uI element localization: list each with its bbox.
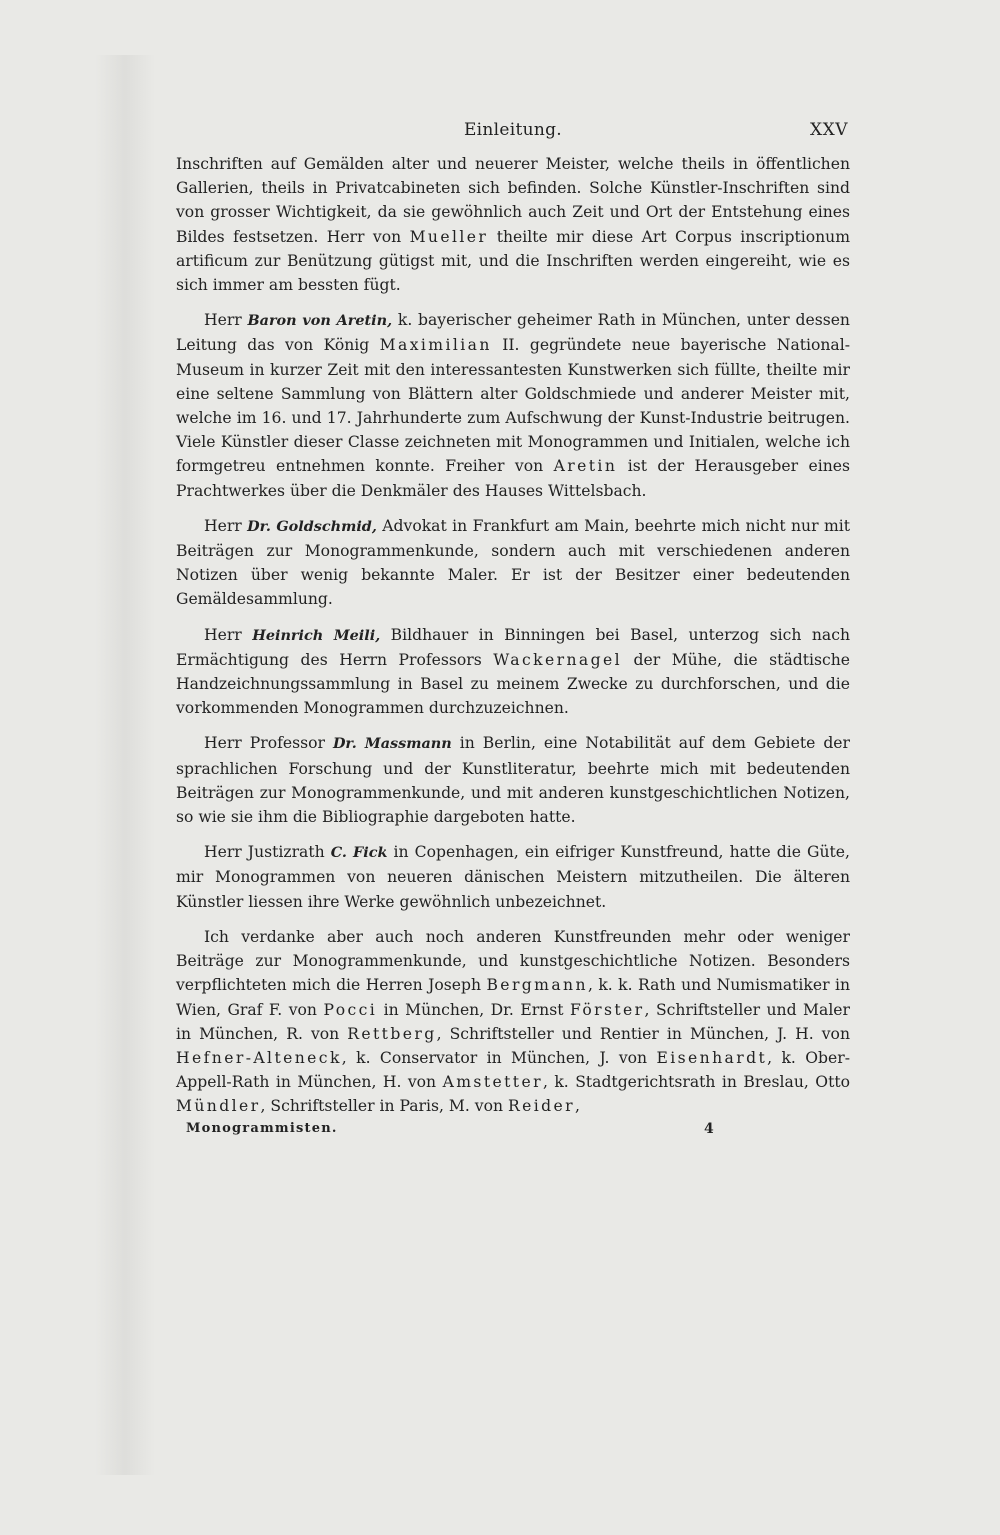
paragraph-text: , Schriftsteller und Rentier in München, J. H. von: [436, 1024, 850, 1043]
paragraph-text: , k. Stadtgerichtsrath in Breslau, Otto: [542, 1073, 850, 1092]
spaced-name: Mueller: [409, 227, 489, 246]
paragraph-text: Ich verdanke aber auch noch anderen Kunstfreunden mehr oder weniger Beiträge zur Monogrammenkunde, und kunstgeschichtliche Notizen. Besonders verpflichteten mich die Herren Joseph: [176, 927, 850, 995]
paragraph: [176, 514, 850, 612]
paragraph-text: in Copenhagen, ein eifriger Kunstfreund, hatte die Güte, mir Monogrammen von neueren dänischen Meistern mitzutheilen. Die älteren Künstler liessen ihre Werke gewöhnlich unbezeichnet.: [176, 843, 850, 911]
paragraph-text: ist der Herausgeber eines Prachtwerkes über die Denkmäler des Hauses Wittelsbach.: [176, 457, 850, 500]
spaced-name: Eisenhardt: [656, 1048, 768, 1067]
paragraph: [176, 925, 850, 1119]
signature-number: 4: [704, 1120, 714, 1137]
spaced-name: Wackernagel: [493, 650, 623, 669]
paragraph-text: , Schriftsteller in Paris, M. von: [260, 1097, 508, 1116]
paragraph-text: , Schriftsteller und Maler in München, R. von: [176, 1000, 850, 1043]
paragraph-text: Advokat in Frankfurt am Main, beehrte mich nicht nur mit Beiträgen zur Monogrammenkunde, sondern auch mit verschiedenen anderen Notizen über wenig bekannte Maler. Er ist der Besitzer einer bedeutenden Gemäldesammlung.: [176, 516, 850, 609]
signature-mark: Monogrammisten.: [186, 1120, 338, 1136]
page-footer: [176, 1121, 850, 1143]
paragraph-text: in München, Dr. Ernst: [377, 1000, 570, 1019]
page-shadow: [95, 55, 155, 1475]
paragraph-text: Inschriften auf Gemälden alter und neuerer Meister, welche theils in öffentlichen Gallerien, theils in Privatcabineten sich befinden. Solche Künstler-Inschriften sind von grosser Wichtigkeit, da sie gewöhnlich auch Zeit und Ort der Entstehung eines Bildes festsetzen. Herr von: [176, 155, 850, 246]
paragraph-text: , k. Conservator in München, J. von: [341, 1048, 657, 1067]
paragraph-text: Bildhauer in Binningen bei Basel, unterzog sich nach Ermächtigung des Herrn Professors: [176, 625, 850, 669]
paragraph: [176, 731, 850, 829]
spaced-name: Aretin: [553, 457, 618, 476]
paragraph-text: Herr: [204, 311, 248, 330]
spaced-name: Bergmann: [486, 976, 588, 995]
text-block: [176, 116, 850, 1143]
page-number: XXV: [810, 120, 848, 140]
person-name: Dr. Massmann: [332, 735, 452, 753]
paragraph-text: in Berlin, eine Notabilität auf dem Gebiete der sprachlichen Forschung und der Kunstliteratur, beehrte mich mit bedeutenden Beiträgen zur Monogrammenkunde, und mit anderen kunstgeschichtlichen Notizen, so wie sie ihm die Bibliographie dargeboten hatte.: [176, 734, 850, 827]
person-name: Dr. Goldschmid,: [247, 517, 377, 535]
spaced-name: Amstetter: [442, 1073, 543, 1092]
paragraph-text: der Mühe, die städtische Handzeichnungssammlung in Basel zu meinem Zwecke zu durchforschen, und die vorkommenden Monogrammen durchzuzeichnen.: [176, 650, 850, 718]
paragraph-text: , k. Ober-Appell-Rath in München, H. von: [176, 1048, 850, 1092]
paragraph-text: Herr: [204, 516, 248, 535]
paragraph: [176, 623, 850, 721]
paragraph: [176, 840, 850, 914]
spaced-name: Mündler: [176, 1097, 261, 1116]
paragraph-text: II. gegründete neue bayerische National-Museum in kurzer Zeit mit den interessantesten Kunstwerken sich füllte, theilte mir eine seltene Sammlung von Blättern alter Goldschmiede und anderer Meister mit, welche im 16. und 17. Jahrhunderte zum Aufschwung der Kunst-Industrie beitrugen. Viele Künstler dieser Classe zeichneten mit Monogrammen und Initialen, welche ich formgetreu entnehmen konnte. Freiher von: [176, 336, 850, 476]
paragraph-text: Herr Professor: [204, 734, 333, 753]
paragraph-text: theilte mir diese Art Corpus inscriptionum artificum zur Benützung gütigst mit, und die Inschriften werden eingereiht, wie es sich immer am bessten fügt.: [176, 227, 850, 295]
spaced-name: Förster: [569, 1000, 645, 1019]
paragraph-text: ,: [575, 1097, 580, 1116]
person-name: Baron von Aretin,: [247, 312, 393, 330]
paragraph-text: Herr: [204, 625, 253, 644]
spaced-name: Reider: [508, 1097, 576, 1116]
running-title: Einleitung.: [463, 120, 563, 140]
spaced-name: Rettberg: [347, 1024, 437, 1043]
paragraph-text: Herr Justizrath: [204, 843, 331, 862]
spaced-name: Hefner-Alteneck: [176, 1048, 342, 1067]
spaced-name: Pocci: [323, 1000, 378, 1019]
person-name: Heinrich Meili,: [252, 626, 381, 644]
paragraph: [176, 152, 850, 297]
running-head: [176, 116, 850, 152]
spaced-name: Maximilian: [379, 336, 492, 355]
paragraph: [176, 308, 850, 503]
paragraph-text: , k. k. Rath und Numismatiker in Wien, Graf F. von: [176, 976, 851, 1019]
paragraph-text: k. bayerischer geheimer Rath in München, unter dessen Leitung das von König: [176, 311, 850, 355]
person-name: C. Fick: [330, 844, 388, 862]
